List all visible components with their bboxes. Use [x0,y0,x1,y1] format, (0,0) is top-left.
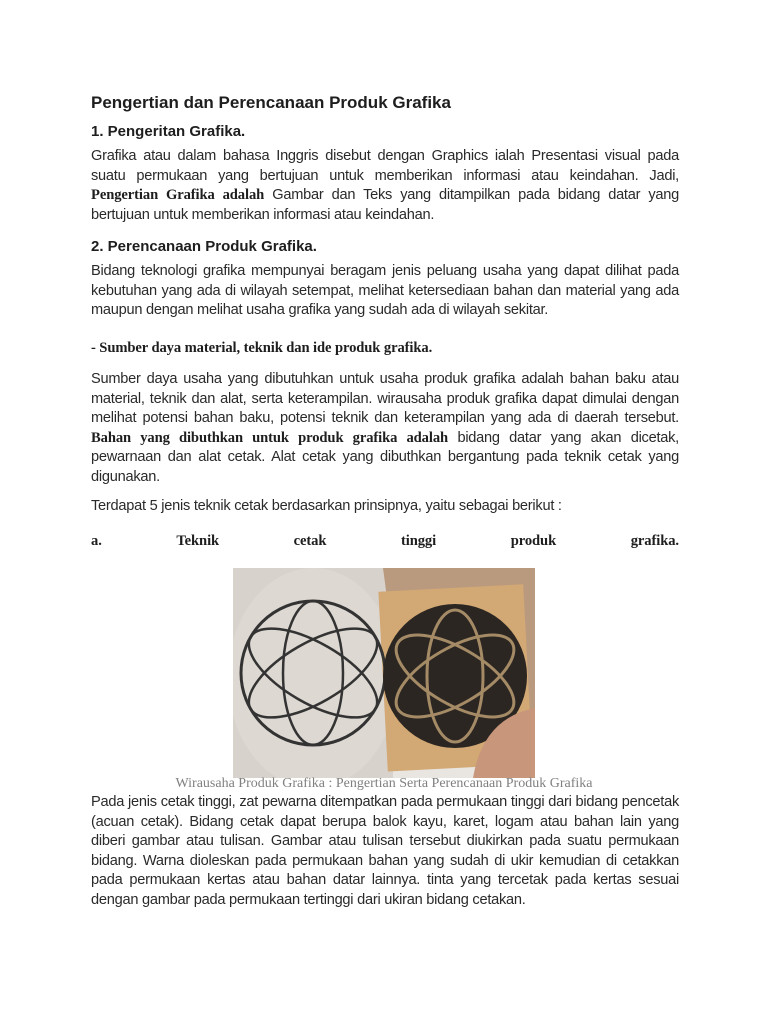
list-intro: Terdapat 5 jenis teknik cetak berdasarkan prinsipnya, yaitu sebagai berikut : [91,498,562,514]
page-title: Pengertian dan Perencanaan Produk Grafika [91,93,451,112]
text: Grafika atau dalam bahasa Inggris disebut dengan Graphics ialah Presentasi visual pada suatu permukaan yang bertujuan untuk memberikan informasi atau keindahan. Jadi, [91,148,679,184]
image-caption: Wirausaha Produk Grafika : Pengertian Serta Perencanaan Produk Grafika [175,776,593,791]
text: Gambar dan Teks yang ditampilkan pada bidang datar yang bertujuan untuk memberikan informasi atau keindahan. [91,187,679,223]
bold-term: Bahan yang dibuthkan untuk produk grafika adalah [91,429,449,446]
word: a. [91,533,102,549]
paragraph-2: Bidang teknologi grafika mempunyai beragam jenis peluang usaha yang dapat dilihat pada kebutuhan yang ada di wilayah setempat, melihat ketersediaan bahan dan material yang ada maupun dengan melihat usaha grafika yang sudah ada di wilayah sekitar. [91,263,679,318]
section-heading-1: 1. Pengeritan Grafika. [91,123,246,140]
section-heading-2: 2. Perencanaan Produk Grafika. [91,238,317,255]
list-item-a [91,533,679,550]
word: cetak [293,533,327,549]
subheading: - Sumber daya material, teknik dan ide produk grafika. [91,340,433,356]
word: produk [510,533,557,549]
paragraph-4: Pada jenis cetak tinggi, zat pewarna ditempatkan pada permukaan tinggi dari bidang pencetak (acuan cetak). Bidang cetak dapat berupa balok kayu, karet, logam atau bahan lain yang diberi gambar atau tulisan. Gambar atau tulisan tersebut diukirkan pada suatu permukaan bidang. Warna dioleskan pada permukaan bahan yang sudah di ukir kemudian di cetakkan pada permukaan kertas atau bahan datar lainnya. tinta yang tercetak pada kertas sesuai dengan gambar pada permukaan tertinggi dari ukiran bidang cetakan. [91,794,679,908]
text: bidang datar yang akan dicetak, pewarnaan dan alat cetak. Alat cetak yang dibuthkan bergantung pada teknik cetak yang digunakan. [91,429,679,485]
bold-term: Pengertian Grafika adalah [91,187,265,203]
paragraph-1 [91,147,679,225]
letterpress-stamp-photo [233,568,535,778]
word: grafika. [630,533,679,549]
word: tinggi [401,533,437,549]
paragraph-3 [91,370,679,487]
word: Teknik [176,533,220,549]
text: Sumber daya usaha yang dibutuhkan untuk usaha produk grafika adalah bahan baku atau material, teknik dan alat, serta keterampilan. wirausaha produk grafika dapat dimulai dengan melihat potensi bahan baku, potensi teknik dan keterampilan yang ada di daerah tersebut. [91,371,679,426]
